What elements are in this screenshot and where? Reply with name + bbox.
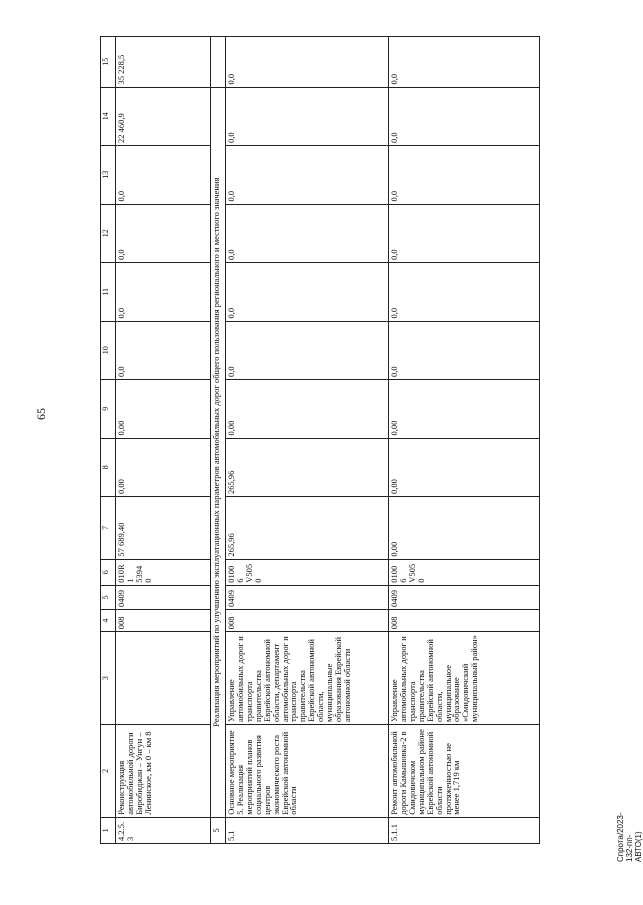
rotated-table-wrapper: [100, 36, 534, 844]
table-cell: 35 228,5: [116, 37, 211, 88]
table-cell: 5.1: [226, 817, 389, 843]
header-cell: 9: [101, 380, 116, 439]
header-cell: 10: [101, 321, 116, 380]
footer-code: Спрота/2023-132-пп-АВТО(1): [616, 812, 643, 862]
table-cell: 0,00: [389, 438, 540, 497]
table-cell: 4.2.5.3: [116, 817, 211, 843]
header-cell: 7: [101, 497, 116, 560]
table-cell: 008: [226, 610, 389, 632]
header-cell: 11: [101, 263, 116, 322]
table-cell: Реконструкция автомобильной дороги Биробиджан – Унгун – Ленинское, км 0 – км 8: [116, 724, 211, 817]
table-cell: 0,0: [226, 321, 389, 380]
table-cell: 0,0: [389, 146, 540, 205]
table-cell: 265,96: [226, 438, 389, 497]
header-cell: 14: [101, 87, 116, 146]
budget-table: [100, 36, 540, 844]
table-cell: 0,0: [116, 204, 211, 263]
table-cell: 0409: [116, 585, 211, 609]
table-cell: 0,0: [226, 263, 389, 322]
table-cell: 0,00: [389, 380, 540, 439]
table-cell: Основное мероприятие 5. Реализация мероприятий планов социального развития центров экономического роста Еврейской автономной области: [226, 724, 389, 817]
table-cell: 0,0: [389, 321, 540, 380]
table-cell: [116, 632, 211, 725]
table-cell: 0409: [389, 585, 540, 609]
header-cell: 1: [101, 817, 116, 843]
table-cell: 0,0: [389, 87, 540, 146]
header-cell: 5: [101, 585, 116, 609]
header-cell: 13: [101, 146, 116, 205]
table-cell: 22 460,9: [116, 87, 211, 146]
header-cell: 15: [101, 37, 116, 88]
section-number: 5: [211, 817, 226, 843]
table-cell: 010R1 53940: [116, 559, 211, 585]
table-cell: 0,00: [389, 497, 540, 560]
table-cell: 008: [116, 610, 211, 632]
table-cell: 0409: [226, 585, 389, 609]
table-cell: 0,0: [389, 37, 540, 88]
table-cell: 0,0: [116, 146, 211, 205]
table-cell: Ремонт автомобильной дороги Камышовка-2 в Смидовичском муниципальном районе Еврейской автономной области протяженностью не менее 1,719 км: [389, 724, 540, 817]
table-cell: 0,0: [226, 146, 389, 205]
header-row: [101, 37, 116, 844]
table-cell: Управление автомобильных дорог и транспорта правительства Еврейской автономной области, департамент автомобильных дорог и транспорта правительства Еврейской автономной области, муниципальные образования Еврейской автономной области: [226, 632, 389, 725]
table-cell: 0,0: [226, 204, 389, 263]
table-cell: 0,0: [226, 87, 389, 146]
header-cell: 3: [101, 632, 116, 725]
table-row: [226, 37, 389, 844]
table-cell: 5.1.1: [389, 817, 540, 843]
table-cell: 0,0: [116, 321, 211, 380]
table-cell: Управление автомобильных дорог и транспорта правительства Еврейской автономной области, муниципальное образование «Смидовичский муниципальный район»: [389, 632, 540, 725]
header-cell: 12: [101, 204, 116, 263]
section-row: [211, 37, 226, 844]
table-cell: 0,0: [116, 263, 211, 322]
table-cell: 265,96: [226, 497, 389, 560]
table-cell: 0,0: [226, 37, 389, 88]
table-cell: 01006 V5050: [389, 559, 540, 585]
table-frame: [100, 36, 534, 844]
table-cell: 57 689,40: [116, 497, 211, 560]
header-cell: 6: [101, 559, 116, 585]
header-cell: 2: [101, 724, 116, 817]
header-cell: 8: [101, 438, 116, 497]
table-row: [116, 37, 211, 844]
table-cell: 0,0: [389, 263, 540, 322]
table-cell: 01006 V5050: [226, 559, 389, 585]
table-cell: 0,00: [116, 438, 211, 497]
page-number: 65: [34, 408, 48, 420]
header-cell: 4: [101, 610, 116, 632]
table-cell: 0,0: [389, 204, 540, 263]
section-empty-cell: [211, 37, 226, 88]
table-cell: 0,00: [116, 380, 211, 439]
section-title: Реализация мероприятий по улучшению эксплуатационных параметров автомобильных дорог общего пользования регионального и местного значения: [211, 87, 226, 817]
table-cell: 0,00: [226, 380, 389, 439]
table-cell: 008: [389, 610, 540, 632]
table-row: [389, 37, 540, 844]
